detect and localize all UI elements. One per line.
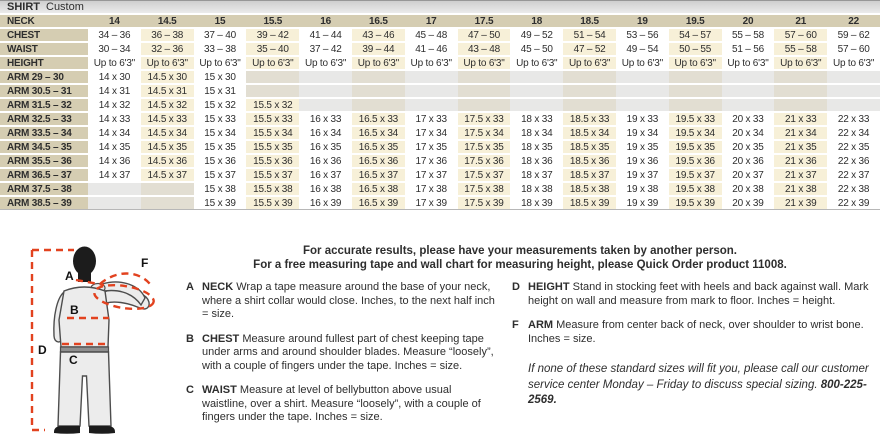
table-row [0, 168, 880, 182]
size-cell: 19.5 x 34 [669, 126, 722, 140]
size-cell: 17.5 x 34 [458, 126, 511, 140]
table-row [0, 70, 880, 84]
size-cell: 55 – 58 [722, 28, 775, 42]
size-cell: 21 x 34 [774, 126, 827, 140]
size-cell-empty [774, 98, 827, 112]
instruction-letter: A [186, 281, 194, 293]
neck-size-value: 19.5 [669, 15, 722, 28]
neck-row-label: NECK [0, 15, 88, 28]
figure-label-a: A [65, 269, 74, 283]
size-cell: 39 – 44 [352, 42, 405, 56]
size-cell: 14.5 x 33 [141, 112, 194, 126]
size-cell-empty [616, 70, 669, 84]
size-cell: 15.5 x 32 [246, 98, 299, 112]
row-label: ARM 35.5 – 36 [0, 154, 88, 168]
size-cell: 33 – 38 [194, 42, 247, 56]
size-cell: 16.5 x 37 [352, 168, 405, 182]
size-cell: Up to 6'3" [669, 56, 722, 70]
table-row [0, 126, 880, 140]
size-cell: 49 – 54 [616, 42, 669, 56]
size-cell: 51 – 54 [563, 28, 616, 42]
size-cell: 17 x 39 [405, 196, 458, 210]
size-cell-empty [458, 70, 511, 84]
size-cell: 21 x 37 [774, 168, 827, 182]
size-cell-empty [563, 84, 616, 98]
size-cell: 37 – 40 [194, 28, 247, 42]
size-cell: 57 – 60 [827, 42, 880, 56]
size-cell: 17.5 x 39 [458, 196, 511, 210]
size-cell-empty [299, 84, 352, 98]
figure-label-b: B [70, 303, 79, 317]
size-cell: Up to 6'3" [510, 56, 563, 70]
instruction-term: NECK [202, 281, 234, 293]
size-cell: Up to 6'3" [563, 56, 616, 70]
table-subtitle: Custom [46, 1, 84, 13]
size-cell: 20 x 35 [722, 140, 775, 154]
table-title-bar [0, 0, 880, 15]
customer-service-phone: 800-225-2569. [528, 378, 867, 406]
size-cell: Up to 6'3" [827, 56, 880, 70]
size-cell: 15 x 35 [194, 140, 247, 154]
size-cell: 15 x 31 [194, 84, 247, 98]
size-cell: 19 x 37 [616, 168, 669, 182]
size-cell: 15 x 30 [194, 70, 247, 84]
figure-label-f: F [141, 256, 149, 270]
instruction-text: NECK Wrap a tape measure around the base of your neck, where a shirt collar would close. Inches, to the next half inch = size. [202, 281, 495, 320]
size-cell: 41 – 46 [405, 42, 458, 56]
size-cell-empty [722, 70, 775, 84]
size-cell-empty [669, 70, 722, 84]
neck-size-value: 17 [405, 15, 458, 28]
size-cell-empty [299, 70, 352, 84]
row-label: ARM 34.5 – 35 [0, 140, 88, 154]
neck-header-row [0, 15, 880, 28]
size-cell: 21 x 33 [774, 112, 827, 126]
size-cell: 22 x 39 [827, 196, 880, 210]
size-cell: 14 x 30 [88, 70, 141, 84]
size-cell-empty [722, 98, 775, 112]
row-label: ARM 37.5 – 38 [0, 182, 88, 196]
row-label: ARM 31.5 – 32 [0, 98, 88, 112]
size-cell: 15.5 x 39 [246, 196, 299, 210]
size-cell: 22 x 35 [827, 140, 880, 154]
size-cell-empty [141, 196, 194, 210]
size-cell-empty [563, 98, 616, 112]
size-cell: Up to 6'3" [246, 56, 299, 70]
size-cell: 21 x 35 [774, 140, 827, 154]
size-cell: 16.5 x 33 [352, 112, 405, 126]
size-cell: 39 – 42 [246, 28, 299, 42]
size-cell: 22 x 34 [827, 126, 880, 140]
instruction-letter: D [512, 281, 520, 293]
table-row [0, 56, 880, 70]
table-row [0, 28, 880, 42]
size-cell: 15 x 32 [194, 98, 247, 112]
size-cell-empty [616, 98, 669, 112]
size-cell: 14.5 x 30 [141, 70, 194, 84]
size-cell: 22 x 36 [827, 154, 880, 168]
size-cell: 18 x 38 [510, 182, 563, 196]
size-cell: 19.5 x 37 [669, 168, 722, 182]
size-cell-empty [88, 182, 141, 196]
size-cell: 20 x 36 [722, 154, 775, 168]
size-cell: 53 – 56 [616, 28, 669, 42]
neck-size-value: 18.5 [563, 15, 616, 28]
neck-size-value: 22 [827, 15, 880, 28]
size-cell: 19.5 x 35 [669, 140, 722, 154]
size-cell: 14 x 36 [88, 154, 141, 168]
row-label: ARM 32.5 – 33 [0, 112, 88, 126]
size-cell: 22 x 33 [827, 112, 880, 126]
table-row [0, 154, 880, 168]
size-cell: 32 – 36 [141, 42, 194, 56]
size-cell: 17 x 35 [405, 140, 458, 154]
size-cell: 45 – 50 [510, 42, 563, 56]
table-row [0, 112, 880, 126]
size-cell: 16.5 x 35 [352, 140, 405, 154]
figure-label-c: C [69, 353, 78, 367]
size-cell: Up to 6'3" [299, 56, 352, 70]
instruction-text: HEIGHT Stand in stocking feet with heels and back against wall. Mark height on wall and measure from mark to floor. Inches = height. [528, 281, 869, 307]
size-cell: 18.5 x 36 [563, 154, 616, 168]
size-cell: 18 x 35 [510, 140, 563, 154]
size-cell: 20 x 33 [722, 112, 775, 126]
size-cell: 16.5 x 36 [352, 154, 405, 168]
measurement-figure [12, 242, 164, 442]
row-label: ARM 30.5 – 31 [0, 84, 88, 98]
intro-note [168, 244, 872, 272]
size-cell: 19.5 x 38 [669, 182, 722, 196]
size-cell-empty [827, 70, 880, 84]
special-sizing-text: If none of these standard sizes will fit you, please call our customer service center Monday – Friday to discuss special sizing. [528, 363, 869, 391]
size-cell: 18.5 x 39 [563, 196, 616, 210]
size-cell: 17.5 x 37 [458, 168, 511, 182]
size-cell: 15.5 x 37 [246, 168, 299, 182]
size-cell-empty [458, 84, 511, 98]
neck-size-value: 14.5 [141, 15, 194, 28]
size-cell: Up to 6'3" [616, 56, 669, 70]
size-cell: 49 – 52 [510, 28, 563, 42]
size-cell: Up to 6'3" [774, 56, 827, 70]
size-cell-empty [405, 84, 458, 98]
size-cell: 18 x 37 [510, 168, 563, 182]
size-cell: Up to 6'3" [141, 56, 194, 70]
size-cell-empty [299, 98, 352, 112]
instruction-arm [512, 319, 878, 346]
instruction-term: HEIGHT [528, 281, 570, 293]
size-cell: 15.5 x 36 [246, 154, 299, 168]
size-cell: Up to 6'3" [458, 56, 511, 70]
size-cell-empty [669, 84, 722, 98]
instruction-term: CHEST [202, 332, 240, 345]
table-title: SHIRT [7, 1, 40, 13]
size-cell: 18 x 34 [510, 126, 563, 140]
instruction-height [512, 281, 878, 308]
size-cell-empty [616, 84, 669, 98]
size-cell: 19 x 39 [616, 196, 669, 210]
size-cell: 43 – 48 [458, 42, 511, 56]
size-cell: 16 x 35 [299, 140, 352, 154]
size-cell: 35 – 40 [246, 42, 299, 56]
size-cell: 18.5 x 37 [563, 168, 616, 182]
size-cell: 17.5 x 36 [458, 154, 511, 168]
size-cell-empty [827, 98, 880, 112]
size-cell: 57 – 60 [774, 28, 827, 42]
size-cell: 15 x 38 [194, 182, 247, 196]
row-label: ARM 33.5 – 34 [0, 126, 88, 140]
table-row [0, 196, 880, 210]
size-cell: 18.5 x 34 [563, 126, 616, 140]
instructions-right-column [512, 281, 878, 409]
size-cell: 14.5 x 34 [141, 126, 194, 140]
instructions-left-column [186, 281, 498, 436]
table-row [0, 98, 880, 112]
size-cell: 20 x 34 [722, 126, 775, 140]
neck-size-value: 21 [774, 15, 827, 28]
instruction-letter: F [512, 319, 519, 331]
size-cell-empty [669, 98, 722, 112]
table-row [0, 42, 880, 56]
size-cell: 16.5 x 39 [352, 196, 405, 210]
size-cell: 50 – 55 [669, 42, 722, 56]
size-cell: 59 – 62 [827, 28, 880, 42]
size-cell: 14 x 32 [88, 98, 141, 112]
size-cell: Up to 6'3" [194, 56, 247, 70]
instruction-text: CHEST Measure around fullest part of chest keeping tape under arms and around shoulder blades. Measure “loosely”, with a couple of fingers under the tape. Inches = size. [202, 332, 494, 372]
size-cell: 45 – 48 [405, 28, 458, 42]
neck-size-value: 18 [510, 15, 563, 28]
size-cell: 16 x 39 [299, 196, 352, 210]
size-cell: 36 – 38 [141, 28, 194, 42]
row-label: ARM 38.5 – 39 [0, 196, 88, 210]
size-cell: 51 – 56 [722, 42, 775, 56]
size-cell: 15.5 x 35 [246, 140, 299, 154]
size-cell: 43 – 46 [352, 28, 405, 42]
size-cell: 14.5 x 35 [141, 140, 194, 154]
instruction-neck [186, 281, 498, 322]
size-cell: 20 x 38 [722, 182, 775, 196]
size-cell: 17.5 x 35 [458, 140, 511, 154]
size-table [0, 15, 880, 210]
row-label: ARM 29 – 30 [0, 70, 88, 84]
size-cell-empty [141, 182, 194, 196]
size-cell: 16.5 x 38 [352, 182, 405, 196]
size-cell-empty [510, 84, 563, 98]
size-cell: 47 – 50 [458, 28, 511, 42]
special-sizing-note [528, 362, 878, 409]
size-cell: 14.5 x 36 [141, 154, 194, 168]
size-cell: 15 x 34 [194, 126, 247, 140]
size-cell: Up to 6'3" [88, 56, 141, 70]
size-cell: 15 x 39 [194, 196, 247, 210]
row-label: ARM 36.5 – 37 [0, 168, 88, 182]
size-cell: 16 x 34 [299, 126, 352, 140]
figure-label-d: D [38, 343, 47, 357]
intro-line-2: For a free measuring tape and wall chart for measuring height, please Quick Order product 11008. [253, 259, 787, 271]
table-row [0, 182, 880, 196]
size-cell-empty [246, 70, 299, 84]
table-row [0, 140, 880, 154]
size-cell: Up to 6'3" [352, 56, 405, 70]
size-cell: 15.5 x 38 [246, 182, 299, 196]
instruction-term: ARM [528, 319, 554, 331]
size-cell: 19.5 x 33 [669, 112, 722, 126]
size-cell: 37 – 42 [299, 42, 352, 56]
size-cell: 21 x 38 [774, 182, 827, 196]
size-cell: 17 x 36 [405, 154, 458, 168]
size-cell: 16 x 38 [299, 182, 352, 196]
row-label: WAIST [0, 42, 88, 56]
size-cell: 54 – 57 [669, 28, 722, 42]
size-cell: 15 x 37 [194, 168, 247, 182]
instruction-waist [186, 384, 498, 425]
size-cell: Up to 6'3" [405, 56, 458, 70]
size-cell: 17.5 x 33 [458, 112, 511, 126]
size-cell: 18 x 36 [510, 154, 563, 168]
size-cell: 30 – 34 [88, 42, 141, 56]
neck-size-value: 20 [722, 15, 775, 28]
neck-size-value: 19 [616, 15, 669, 28]
row-label: CHEST [0, 28, 88, 42]
size-cell-empty [774, 70, 827, 84]
size-cell: 17.5 x 38 [458, 182, 511, 196]
size-cell: 14.5 x 32 [141, 98, 194, 112]
neck-size-value: 17.5 [458, 15, 511, 28]
size-cell: 14 x 35 [88, 140, 141, 154]
size-cell: 19 x 33 [616, 112, 669, 126]
instruction-term: WAIST [202, 384, 237, 396]
size-cell: 19 x 36 [616, 154, 669, 168]
size-cell: 19.5 x 36 [669, 154, 722, 168]
size-cell: 15 x 36 [194, 154, 247, 168]
size-cell: 21 x 39 [774, 196, 827, 210]
measurement-figure-svg [12, 242, 164, 442]
size-table-body [0, 15, 880, 210]
size-cell: 22 x 38 [827, 182, 880, 196]
size-cell: 55 – 58 [774, 42, 827, 56]
size-cell: 15.5 x 34 [246, 126, 299, 140]
size-cell: 19 x 38 [616, 182, 669, 196]
intro-line-1: For accurate results, please have your measurements taken by another person. [303, 245, 737, 257]
size-cell: 47 – 52 [563, 42, 616, 56]
size-cell-empty [405, 98, 458, 112]
size-cell: 16 x 33 [299, 112, 352, 126]
size-cell: 18.5 x 33 [563, 112, 616, 126]
size-cell: 18.5 x 35 [563, 140, 616, 154]
size-cell: 41 – 44 [299, 28, 352, 42]
size-cell: 16.5 x 34 [352, 126, 405, 140]
size-cell: 14.5 x 37 [141, 168, 194, 182]
size-cell: 14 x 34 [88, 126, 141, 140]
size-cell-empty [722, 84, 775, 98]
neck-size-value: 16.5 [352, 15, 405, 28]
neck-size-value: 15.5 [246, 15, 299, 28]
size-cell: 14 x 31 [88, 84, 141, 98]
size-cell: 16 x 37 [299, 168, 352, 182]
size-cell-empty [510, 98, 563, 112]
size-cell-empty [774, 84, 827, 98]
neck-size-value: 15 [194, 15, 247, 28]
size-cell-empty [510, 70, 563, 84]
size-cell: 16 x 36 [299, 154, 352, 168]
size-cell: 17 x 34 [405, 126, 458, 140]
size-cell: 15 x 33 [194, 112, 247, 126]
size-cell: 17 x 37 [405, 168, 458, 182]
size-cell-empty [458, 98, 511, 112]
size-cell: 21 x 36 [774, 154, 827, 168]
size-cell: 17 x 38 [405, 182, 458, 196]
size-cell: 20 x 39 [722, 196, 775, 210]
size-cell-empty [405, 70, 458, 84]
size-cell: 15.5 x 33 [246, 112, 299, 126]
size-cell: 20 x 37 [722, 168, 775, 182]
table-row [0, 84, 880, 98]
size-cell-empty [827, 84, 880, 98]
size-cell: 18 x 33 [510, 112, 563, 126]
neck-size-value: 14 [88, 15, 141, 28]
size-cell: 19 x 35 [616, 140, 669, 154]
size-cell: 19 x 34 [616, 126, 669, 140]
size-cell: 14 x 37 [88, 168, 141, 182]
size-cell: 14.5 x 31 [141, 84, 194, 98]
size-cell: Up to 6'3" [722, 56, 775, 70]
size-cell: 17 x 33 [405, 112, 458, 126]
size-cell: 22 x 37 [827, 168, 880, 182]
instruction-chest [186, 333, 498, 374]
size-cell-empty [246, 84, 299, 98]
instruction-letter: B [186, 332, 194, 345]
size-cell: 18.5 x 38 [563, 182, 616, 196]
size-cell: 34 – 36 [88, 28, 141, 42]
size-cell: 14 x 33 [88, 112, 141, 126]
size-cell-empty [88, 196, 141, 210]
size-cell-empty [352, 70, 405, 84]
size-cell: 18 x 39 [510, 196, 563, 210]
size-cell-empty [352, 98, 405, 112]
size-cell-empty [563, 70, 616, 84]
neck-size-value: 16 [299, 15, 352, 28]
row-label: HEIGHT [0, 56, 88, 70]
instruction-text: WAIST Measure at level of bellybutton above usual waistline, over a shirt. Measure “loosely”, with a couple of fingers under the tape. Inches = size. [202, 384, 481, 423]
instruction-text: ARM Measure from center back of neck, over shoulder to wrist bone. Inches = size. [528, 319, 864, 345]
instruction-letter: C [186, 384, 194, 396]
size-cell-empty [352, 84, 405, 98]
size-cell: 19.5 x 39 [669, 196, 722, 210]
